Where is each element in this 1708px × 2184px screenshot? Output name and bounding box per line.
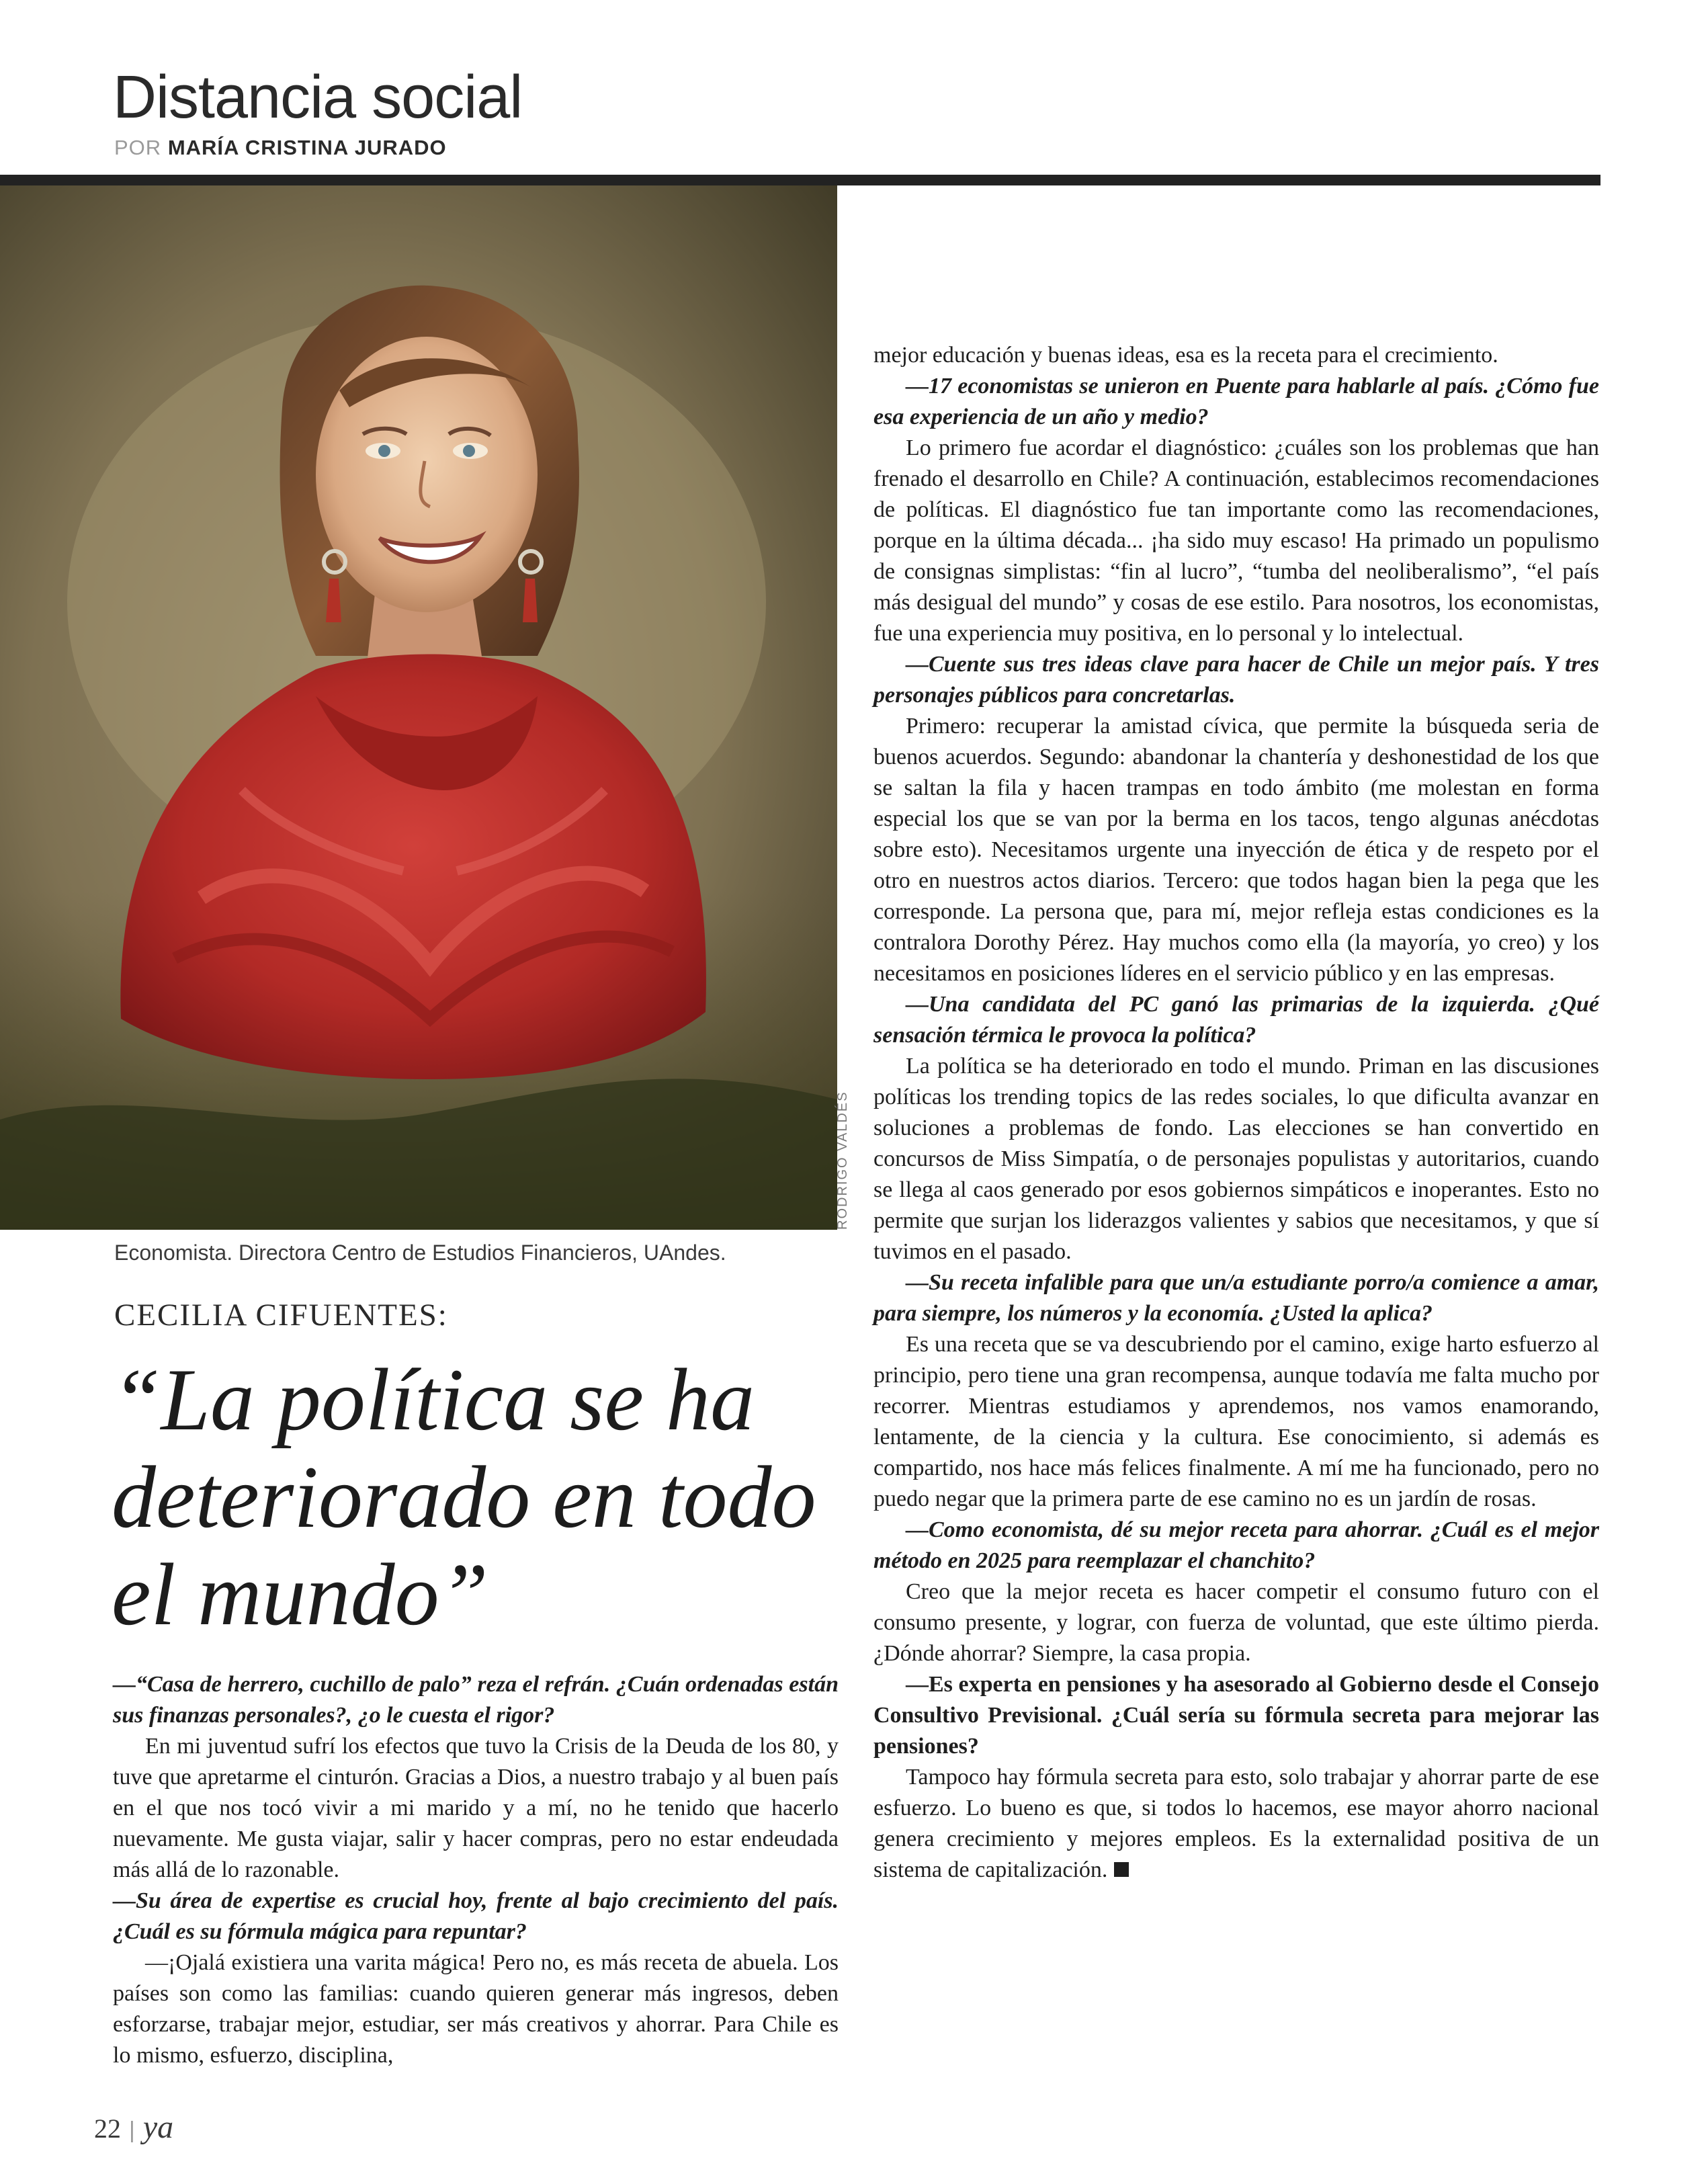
question: —Una candidata del PC ganó las primarias de la izquierda. ¿Qué sensación térmica le provoca la política?	[873, 992, 1599, 1048]
byline-author: MARÍA CRISTINA JURADO	[167, 136, 447, 159]
answer: Lo primero fue acordar el diagnóstico: ¿cuáles son los problemas que han frenado el desarrollo en Chile? A continuación, establecimos recomendaciones de políticas. El diagnóstico fue tan importante como las recomendaciones, porque en la última década... ¡ha sido muy escaso! Ha primado un populismo de consignas simplistas: “fin al lucro”, “tumba del neoliberalismo”, “el país más desigual del mundo” y cosas de ese estilo. Para nosotros, los economistas, fue una experiencia muy positiva, en lo personal y lo intelectual.	[873, 435, 1599, 646]
answer: Es una receta que se va descubriendo por el camino, exige harto esfuerzo al principio, pero tiene una gran recompensa, aunque todavía me falta mucho por recorrer. Mientras estudiamos y aprendemos, nos vamos enamorando, lentamente, de la ciencia y la cultura. Ese conocimiento, si además es compartido, nos hace más felices finalmente. A mí me ha funcionado, pero no puedo negar que la primera parte de ese camino no es un jardín de rosas.	[873, 1332, 1599, 1511]
portrait-illustration	[0, 185, 837, 1230]
answer: Primero: recuperar la amistad cívica, que permite la búsqueda seria de buenos acuerdos. Segundo: abandonar la chantería y deshonestidad de los que se saltan la fila y hacen trampas en todo ámbito (me molestan en forma especial los que se van por la berma en los tacos, tengo algunas anécdotas sobre esto). Necesitamos urgente una inyección de ética y de respeto por el otro en nuestros actos diarios. Tercero: que todos hagan bien la pega que les corresponde. La persona que, para mí, mejor refleja estas condiciones es la contralora Dorothy Pérez. Hay muchos como ella (la mayoría, yo creo) y los necesitamos en posiciones líderes en el servicio público y en las empresas.	[873, 714, 1599, 986]
answer: —¡Ojalá existiera una varita mágica! Pero no, es más receta de abuela. Los países son como las familias: cuando quieren generar más ingresos, deben esforzarse, trabajar mejor, estudiar, ser más creativos y ahorrar. Para Chile es lo mismo, esfuerzo, disciplina,	[113, 1950, 839, 2068]
question: —Es experta en pensiones y ha asesorado al Gobierno desde el Consejo Consultivo Previsional. ¿Cuál sería su fórmula secreta para mejorar las pensiones?	[873, 1672, 1599, 1759]
header-rule	[0, 175, 1600, 185]
question: —Su área de expertise es crucial hoy, frente al bajo crecimiento del país. ¿Cuál es su fórmula mágica para repuntar?	[113, 1888, 839, 1944]
answer-text: Tampoco hay fórmula secreta para esto, solo trabajar y ahorrar parte de ese esfuerzo. Lo bueno es que, si todos lo hacemos, ese mayor ahorro nacional genera crecimiento y mejores empleos. Es la externalidad positiva de un sistema de capitalización.	[873, 1765, 1599, 1882]
photo-caption: Economista. Directora Centro de Estudios Financieros, UAndes.	[114, 1241, 726, 1265]
question: —Cuente sus tres ideas clave para hacer de Chile un mejor país. Y tres personajes públicos para concretarlas.	[873, 652, 1599, 708]
answer: En mi juventud sufrí los efectos que tuvo la Crisis de la Deuda de los 80, y tuve que apretarme el cinturón. Gracias a Dios, a nuestro trabajo y al buen país en el que nos tocó vivir a mi marido y a mí, no he tenido que hacerlo nuevamente. Me gusta viajar, salir y hacer compras, pero no estar endeudada más allá de lo razonable.	[113, 1734, 839, 1882]
body-column-2	[873, 340, 1599, 1886]
page-footer	[94, 2109, 173, 2146]
interviewee-name: CECILIA CIFUENTES:	[114, 1298, 448, 1333]
end-mark	[1114, 1862, 1129, 1877]
byline-prefix: POR	[114, 136, 162, 159]
answer: Creo que la mejor receta es hacer competir el consumo futuro con el consumo presente, y lograr, con fuerza de voluntad, que este último pierda. ¿Dónde ahorrar? Siempre, la casa propia.	[873, 1579, 1599, 1666]
photo-credit: RODRIGO VALDÉS	[835, 1091, 850, 1230]
section-title: Distancia social	[113, 64, 523, 131]
question: —17 economistas se unieron en Puente para hablarle al país. ¿Cómo fue esa experiencia de un año y medio?	[873, 374, 1599, 429]
headline: “La política se ha deteriorado en todo el mundo”	[112, 1350, 816, 1644]
page-number: 22	[94, 2113, 121, 2144]
answer-continued: mejor educación y buenas ideas, esa es la receta para el crecimiento.	[873, 343, 1498, 368]
footer-separator: |	[129, 2117, 135, 2143]
body-column-1	[113, 1669, 839, 2071]
question: —Como economista, dé su mejor receta para ahorrar. ¿Cuál es el mejor método en 2025 para reemplazar el chanchito?	[873, 1517, 1599, 1573]
answer: La política se ha deteriorado en todo el mundo. Priman en las discusiones políticas los trending topics de las redes sociales, lo que dificulta avanzar en soluciones a problemas de fondo. Las elecciones se han convertido en concursos de Miss Simpatía, o de personajes populistas y autoritarios, cuando se llega al caos generado por esos gobiernos simpáticos e inoperantes. Esto no permite que surjan los liderazgos valientes y sabios que necesitamos, y que sí tuvimos en el pasado.	[873, 1054, 1599, 1264]
final-answer	[873, 1762, 1599, 1886]
question: —Su receta infalible para que un/a estudiante porro/a comience a amar, para siempre, los números y la economía. ¿Usted la aplica?	[873, 1270, 1599, 1326]
question: —“Casa de herrero, cuchillo de palo” reza el refrán. ¿Cuán ordenadas están sus finanzas personales?, ¿o le cuesta el rigor?	[113, 1672, 839, 1728]
magazine-logo: ya	[142, 2109, 174, 2145]
byline	[114, 136, 447, 160]
